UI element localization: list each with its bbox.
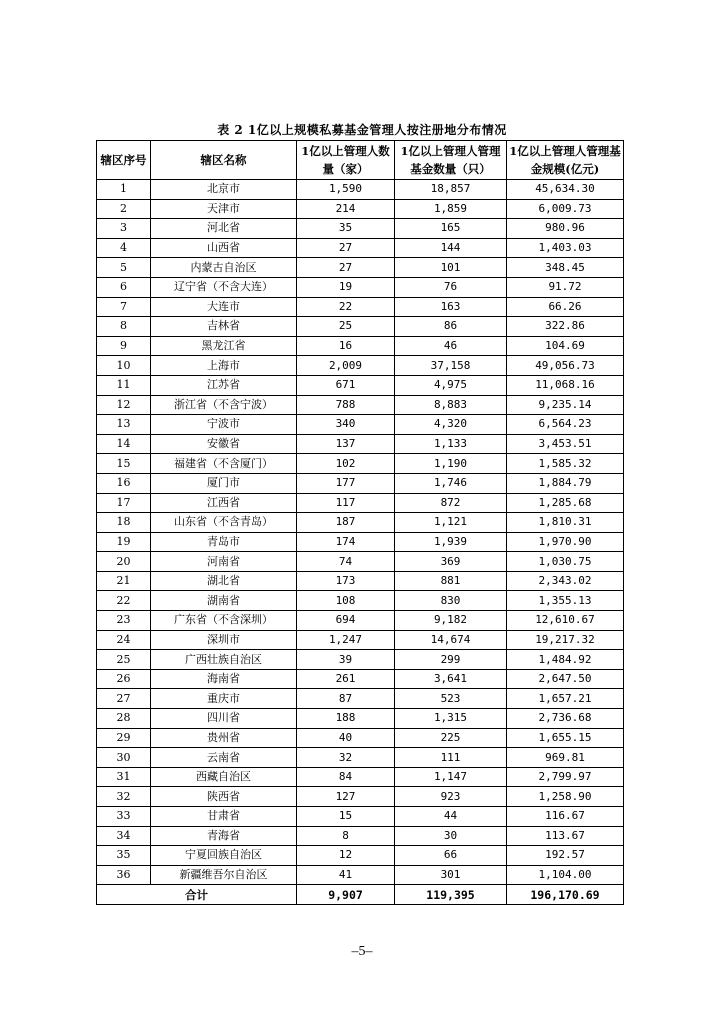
cell-region-no: 10 — [97, 356, 151, 376]
cell-manager-count: 694 — [297, 611, 395, 631]
cell-region-name: 江苏省 — [151, 375, 297, 395]
cell-fund-count: 163 — [395, 297, 507, 317]
cell-fund-count: 4,975 — [395, 375, 507, 395]
cell-fund-scale: 49,056.73 — [507, 356, 624, 376]
cell-region-name: 深圳市 — [151, 630, 297, 650]
cell-fund-count: 4,320 — [395, 415, 507, 435]
cell-fund-scale: 6,564.23 — [507, 415, 624, 435]
cell-fund-scale: 1,285.68 — [507, 493, 624, 513]
cell-manager-count: 187 — [297, 513, 395, 533]
table-row — [97, 728, 624, 748]
table-row — [97, 669, 624, 689]
cell-region-no: 13 — [97, 415, 151, 435]
cell-manager-count: 32 — [297, 748, 395, 768]
cell-region-name: 海南省 — [151, 669, 297, 689]
table-row — [97, 767, 624, 787]
cell-fund-count: 1,746 — [395, 473, 507, 493]
cell-region-no: 26 — [97, 669, 151, 689]
table-row — [97, 415, 624, 435]
table-row — [97, 748, 624, 768]
cell-region-name: 吉林省 — [151, 317, 297, 337]
table-header-row — [97, 141, 624, 180]
cell-region-no: 36 — [97, 865, 151, 885]
page-number: –5– — [351, 944, 373, 959]
cell-fund-scale: 2,343.02 — [507, 571, 624, 591]
cell-fund-count: 301 — [395, 865, 507, 885]
cell-manager-count: 214 — [297, 199, 395, 219]
cell-region-name: 黑龙江省 — [151, 336, 297, 356]
total-label: 合计 — [97, 885, 297, 905]
cell-region-no: 1 — [97, 180, 151, 200]
table-row — [97, 846, 624, 866]
cell-region-no: 35 — [97, 846, 151, 866]
cell-fund-count: 225 — [395, 728, 507, 748]
cell-manager-count: 16 — [297, 336, 395, 356]
cell-region-name: 青海省 — [151, 826, 297, 846]
total-scale: 196,170.69 — [507, 885, 624, 905]
cell-region-name: 贵州省 — [151, 728, 297, 748]
cell-manager-count: 25 — [297, 317, 395, 337]
cell-region-no: 14 — [97, 434, 151, 454]
cell-manager-count: 84 — [297, 767, 395, 787]
table-body — [97, 180, 624, 885]
cell-region-no: 9 — [97, 336, 151, 356]
cell-region-name: 陕西省 — [151, 787, 297, 807]
cell-region-no: 27 — [97, 689, 151, 709]
cell-fund-count: 872 — [395, 493, 507, 513]
table-row — [97, 473, 624, 493]
cell-fund-count: 1,939 — [395, 532, 507, 552]
cell-fund-scale: 192.57 — [507, 846, 624, 866]
cell-region-name: 天津市 — [151, 199, 297, 219]
cell-fund-scale: 91.72 — [507, 277, 624, 297]
header-fund-scale: 1亿以上管理人管理基金规模(亿元) — [507, 141, 624, 180]
table-row — [97, 807, 624, 827]
cell-manager-count: 671 — [297, 375, 395, 395]
cell-fund-count: 1,315 — [395, 709, 507, 729]
cell-manager-count: 261 — [297, 669, 395, 689]
cell-fund-scale: 1,484.92 — [507, 650, 624, 670]
cell-fund-count: 1,133 — [395, 434, 507, 454]
cell-region-name: 上海市 — [151, 356, 297, 376]
cell-manager-count: 117 — [297, 493, 395, 513]
cell-fund-scale: 6,009.73 — [507, 199, 624, 219]
cell-region-no: 17 — [97, 493, 151, 513]
table-row — [97, 336, 624, 356]
cell-manager-count: 137 — [297, 434, 395, 454]
total-funds: 119,395 — [395, 885, 507, 905]
cell-manager-count: 1,247 — [297, 630, 395, 650]
cell-fund-scale: 1,884.79 — [507, 473, 624, 493]
cell-region-no: 25 — [97, 650, 151, 670]
cell-region-name: 浙江省（不含宁波） — [151, 395, 297, 415]
cell-fund-count: 1,147 — [395, 767, 507, 787]
cell-fund-count: 18,857 — [395, 180, 507, 200]
cell-region-name: 四川省 — [151, 709, 297, 729]
cell-fund-count: 1,190 — [395, 454, 507, 474]
cell-manager-count: 12 — [297, 846, 395, 866]
cell-region-name: 湖南省 — [151, 591, 297, 611]
cell-region-name: 厦门市 — [151, 473, 297, 493]
table-row — [97, 297, 624, 317]
cell-fund-count: 923 — [395, 787, 507, 807]
cell-region-name: 大连市 — [151, 297, 297, 317]
cell-fund-count: 101 — [395, 258, 507, 278]
table-row — [97, 258, 624, 278]
table-row — [97, 395, 624, 415]
table-row — [97, 277, 624, 297]
cell-region-no: 12 — [97, 395, 151, 415]
cell-manager-count: 102 — [297, 454, 395, 474]
cell-region-name: 宁夏回族自治区 — [151, 846, 297, 866]
cell-region-no: 4 — [97, 238, 151, 258]
cell-region-name: 宁波市 — [151, 415, 297, 435]
table-row — [97, 493, 624, 513]
cell-fund-scale: 9,235.14 — [507, 395, 624, 415]
cell-manager-count: 2,009 — [297, 356, 395, 376]
cell-region-name: 江西省 — [151, 493, 297, 513]
cell-fund-scale: 3,453.51 — [507, 434, 624, 454]
cell-fund-scale: 2,736.68 — [507, 709, 624, 729]
cell-region-name: 内蒙古自治区 — [151, 258, 297, 278]
cell-fund-count: 111 — [395, 748, 507, 768]
cell-manager-count: 188 — [297, 709, 395, 729]
cell-fund-scale: 1,355.13 — [507, 591, 624, 611]
cell-manager-count: 340 — [297, 415, 395, 435]
cell-manager-count: 15 — [297, 807, 395, 827]
cell-fund-scale: 1,585.32 — [507, 454, 624, 474]
cell-fund-scale: 104.69 — [507, 336, 624, 356]
table-row — [97, 356, 624, 376]
cell-region-name: 广东省（不含深圳） — [151, 611, 297, 631]
cell-region-name: 辽宁省（不含大连） — [151, 277, 297, 297]
cell-fund-scale: 1,258.90 — [507, 787, 624, 807]
cell-region-no: 21 — [97, 571, 151, 591]
cell-manager-count: 1,590 — [297, 180, 395, 200]
table-row — [97, 826, 624, 846]
cell-region-no: 24 — [97, 630, 151, 650]
cell-manager-count: 127 — [297, 787, 395, 807]
table-row — [97, 630, 624, 650]
cell-fund-count: 44 — [395, 807, 507, 827]
cell-region-name: 山西省 — [151, 238, 297, 258]
cell-region-no: 11 — [97, 375, 151, 395]
cell-region-no: 32 — [97, 787, 151, 807]
cell-manager-count: 174 — [297, 532, 395, 552]
cell-fund-scale: 1,104.00 — [507, 865, 624, 885]
cell-manager-count: 27 — [297, 238, 395, 258]
table-title: 表 2 1亿以上规模私募基金管理人按注册地分布情况 — [217, 123, 507, 137]
cell-region-no: 2 — [97, 199, 151, 219]
cell-fund-scale: 348.45 — [507, 258, 624, 278]
cell-fund-count: 30 — [395, 826, 507, 846]
cell-fund-count: 76 — [395, 277, 507, 297]
cell-region-no: 29 — [97, 728, 151, 748]
cell-region-no: 16 — [97, 473, 151, 493]
cell-manager-count: 788 — [297, 395, 395, 415]
table-row — [97, 454, 624, 474]
cell-fund-count: 66 — [395, 846, 507, 866]
registration-distribution-table — [96, 140, 624, 905]
cell-region-name: 北京市 — [151, 180, 297, 200]
cell-fund-count: 46 — [395, 336, 507, 356]
table-row — [97, 650, 624, 670]
cell-fund-count: 37,158 — [395, 356, 507, 376]
cell-region-no: 15 — [97, 454, 151, 474]
cell-fund-scale: 1,810.31 — [507, 513, 624, 533]
cell-fund-count: 86 — [395, 317, 507, 337]
cell-fund-count: 830 — [395, 591, 507, 611]
cell-fund-scale: 45,634.30 — [507, 180, 624, 200]
cell-region-no: 8 — [97, 317, 151, 337]
cell-fund-count: 3,641 — [395, 669, 507, 689]
table-row — [97, 532, 624, 552]
cell-region-name: 新疆维吾尔自治区 — [151, 865, 297, 885]
cell-region-name: 山东省（不含青岛） — [151, 513, 297, 533]
cell-region-name: 重庆市 — [151, 689, 297, 709]
table-row — [97, 180, 624, 200]
cell-fund-scale: 1,970.90 — [507, 532, 624, 552]
header-fund-count: 1亿以上管理人管理基金数量（只） — [395, 141, 507, 180]
header-manager-count: 1亿以上管理人数量（家） — [297, 141, 395, 180]
cell-fund-scale: 11,068.16 — [507, 375, 624, 395]
cell-fund-count: 165 — [395, 219, 507, 239]
table-row — [97, 375, 624, 395]
cell-region-no: 22 — [97, 591, 151, 611]
table-row — [97, 552, 624, 572]
cell-manager-count: 8 — [297, 826, 395, 846]
cell-manager-count: 22 — [297, 297, 395, 317]
cell-region-name: 甘肃省 — [151, 807, 297, 827]
cell-region-no: 3 — [97, 219, 151, 239]
cell-fund-scale: 1,403.03 — [507, 238, 624, 258]
cell-manager-count: 19 — [297, 277, 395, 297]
cell-fund-scale: 19,217.32 — [507, 630, 624, 650]
cell-region-name: 福建省（不含厦门） — [151, 454, 297, 474]
cell-fund-count: 8,883 — [395, 395, 507, 415]
cell-region-name: 湖北省 — [151, 571, 297, 591]
cell-region-no: 20 — [97, 552, 151, 572]
cell-region-no: 31 — [97, 767, 151, 787]
table-row — [97, 689, 624, 709]
cell-manager-count: 108 — [297, 591, 395, 611]
cell-manager-count: 35 — [297, 219, 395, 239]
table-row — [97, 199, 624, 219]
cell-fund-scale: 1,655.15 — [507, 728, 624, 748]
cell-fund-scale: 322.86 — [507, 317, 624, 337]
cell-region-no: 18 — [97, 513, 151, 533]
header-region-no: 辖区序号 — [97, 141, 151, 180]
cell-fund-count: 14,674 — [395, 630, 507, 650]
cell-region-no: 7 — [97, 297, 151, 317]
cell-manager-count: 74 — [297, 552, 395, 572]
cell-region-no: 19 — [97, 532, 151, 552]
total-row — [97, 885, 624, 905]
table-row — [97, 434, 624, 454]
cell-manager-count: 87 — [297, 689, 395, 709]
cell-manager-count: 177 — [297, 473, 395, 493]
cell-manager-count: 27 — [297, 258, 395, 278]
cell-manager-count: 173 — [297, 571, 395, 591]
cell-fund-count: 299 — [395, 650, 507, 670]
cell-region-name: 河南省 — [151, 552, 297, 572]
cell-fund-count: 9,182 — [395, 611, 507, 631]
table-row — [97, 787, 624, 807]
cell-fund-scale: 1,030.75 — [507, 552, 624, 572]
cell-region-name: 青岛市 — [151, 532, 297, 552]
cell-fund-scale: 2,647.50 — [507, 669, 624, 689]
cell-region-name: 河北省 — [151, 219, 297, 239]
cell-region-no: 5 — [97, 258, 151, 278]
cell-manager-count: 40 — [297, 728, 395, 748]
cell-manager-count: 41 — [297, 865, 395, 885]
table-row — [97, 317, 624, 337]
cell-fund-count: 369 — [395, 552, 507, 572]
cell-fund-scale: 2,799.97 — [507, 767, 624, 787]
cell-fund-count: 1,859 — [395, 199, 507, 219]
cell-region-no: 33 — [97, 807, 151, 827]
header-region-name: 辖区名称 — [151, 141, 297, 180]
table-row — [97, 513, 624, 533]
table-row — [97, 709, 624, 729]
cell-fund-scale: 113.67 — [507, 826, 624, 846]
cell-fund-count: 523 — [395, 689, 507, 709]
cell-region-name: 西藏自治区 — [151, 767, 297, 787]
cell-fund-count: 1,121 — [395, 513, 507, 533]
table-row — [97, 611, 624, 631]
total-managers: 9,907 — [297, 885, 395, 905]
cell-fund-scale: 1,657.21 — [507, 689, 624, 709]
table-row — [97, 571, 624, 591]
table-row — [97, 591, 624, 611]
cell-fund-scale: 980.96 — [507, 219, 624, 239]
cell-fund-scale: 66.26 — [507, 297, 624, 317]
cell-region-name: 安徽省 — [151, 434, 297, 454]
cell-region-name: 广西壮族自治区 — [151, 650, 297, 670]
table-row — [97, 865, 624, 885]
cell-fund-scale: 12,610.67 — [507, 611, 624, 631]
cell-fund-count: 881 — [395, 571, 507, 591]
cell-region-no: 28 — [97, 709, 151, 729]
cell-fund-count: 144 — [395, 238, 507, 258]
cell-region-no: 6 — [97, 277, 151, 297]
table-row — [97, 219, 624, 239]
cell-manager-count: 39 — [297, 650, 395, 670]
cell-region-no: 30 — [97, 748, 151, 768]
cell-region-no: 23 — [97, 611, 151, 631]
cell-fund-scale: 969.81 — [507, 748, 624, 768]
cell-region-no: 34 — [97, 826, 151, 846]
cell-region-name: 云南省 — [151, 748, 297, 768]
cell-fund-scale: 116.67 — [507, 807, 624, 827]
table-row — [97, 238, 624, 258]
